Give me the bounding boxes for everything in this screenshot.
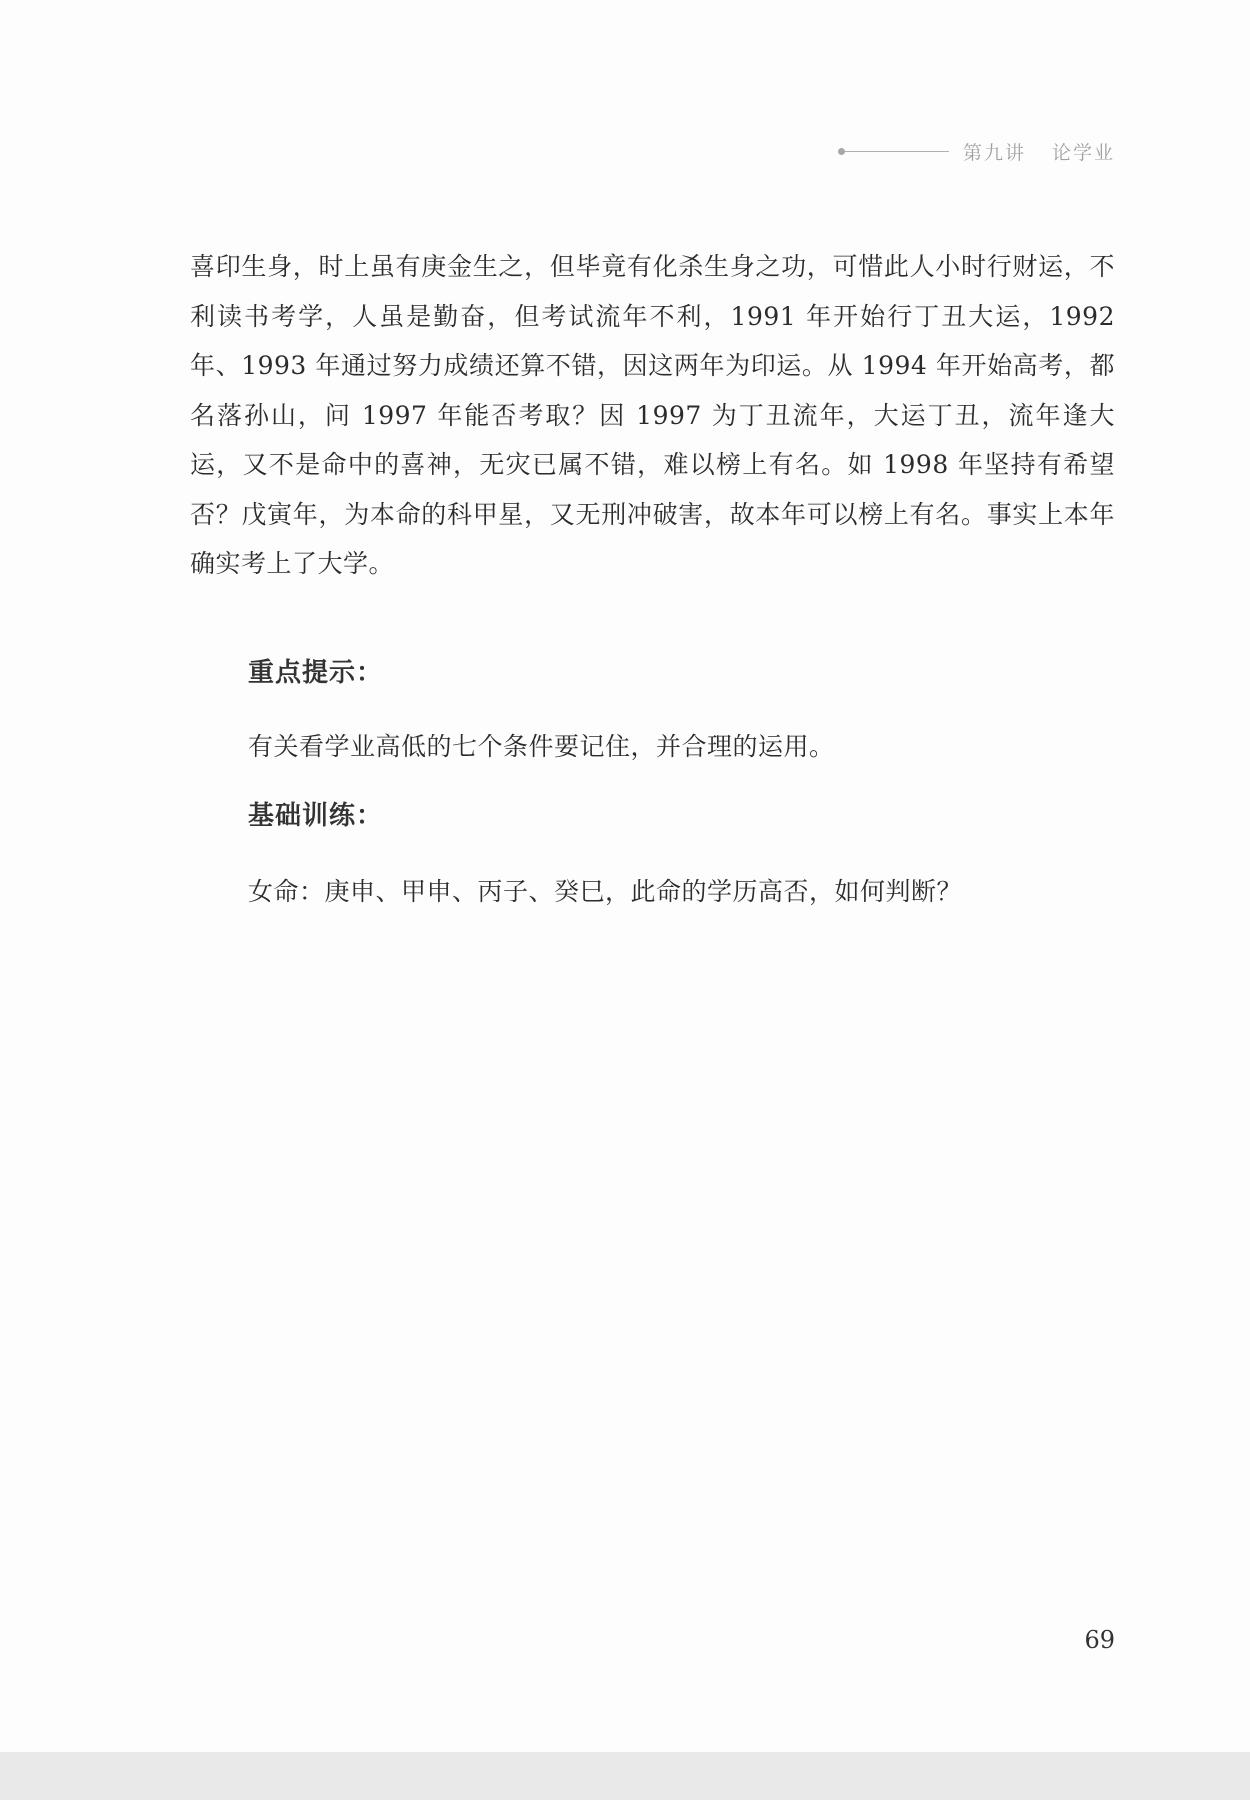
- basic-training-text: 女命：庚申、甲申、丙子、癸巳，此命的学历高否，如何判断？: [248, 877, 963, 906]
- key-points-heading: 重点提示：: [248, 658, 384, 688]
- scan-bottom-margin: [0, 1752, 1250, 1800]
- key-points-text: 有关看学业高低的七个条件要记住，并合理的运用。: [248, 732, 835, 761]
- header-rule-line: [845, 151, 949, 152]
- header-chapter: 第九讲: [962, 142, 1026, 164]
- body-paragraph: 喜印生身，时上虽有庚金生之，但毕竟有化杀生身之功，可惜此人小时行财运，不利读书考学，人虽是勤奋，但考试流年不利，1991 年开始行丁丑大运，1992 年、1993 年通过努力成绩还算不错，因这两年为印运。从 1994 年开始高考，都名落孙山，问 1997 年能否考取？因 1997 为丁丑流年，大运丁丑，流年逢大运，又不是命中的喜神，无灾已属不错，难以榜上有名。如 1998 年坚持有希望否？戊寅年，为本命的科甲星，又无刑冲破害，故本年可以榜上有名。事实上本年确实考上了大学。: [190, 252, 1115, 578]
- page-number: 69: [1084, 1626, 1115, 1654]
- header-section-title: 论学业: [1051, 142, 1115, 164]
- header-bullet-dot: [838, 148, 845, 155]
- running-header: [838, 138, 1115, 165]
- basic-training-heading: 基础训练：: [248, 801, 384, 831]
